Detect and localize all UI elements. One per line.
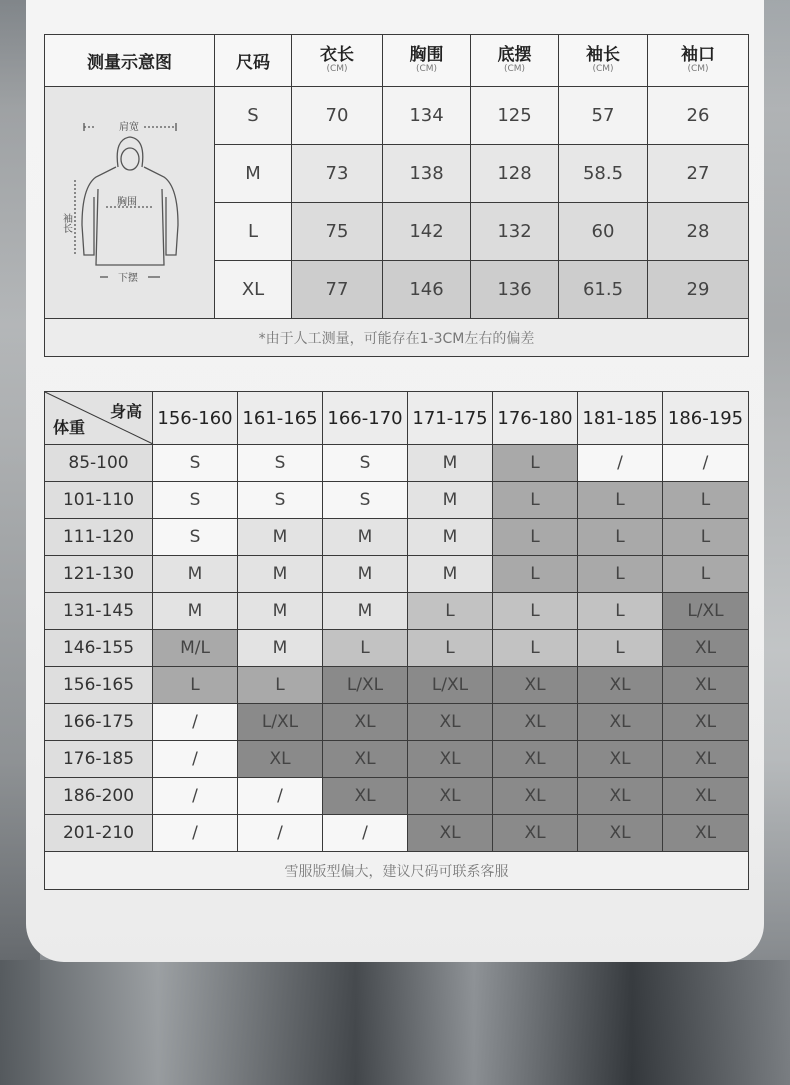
size-cell: S (238, 482, 323, 519)
weight-cell: 186-200 (45, 778, 153, 815)
value-cell: 125 (471, 87, 559, 145)
height-header-cell: 186-195 (663, 392, 749, 445)
size-cell: XL (663, 667, 749, 704)
size-cell: L (578, 556, 663, 593)
size-cell: XL (215, 261, 292, 319)
size-cell: XL (578, 778, 663, 815)
size-cell: XL (578, 667, 663, 704)
value-cell: 75 (292, 203, 383, 261)
size-cell: M (153, 593, 238, 630)
size-cell: L/XL (408, 667, 493, 704)
size-cell: M (323, 556, 408, 593)
height-header-row (45, 392, 749, 445)
height-header-cell: 156-160 (153, 392, 238, 445)
size-cell: XL (578, 741, 663, 778)
hem-label: 下摆 (117, 273, 138, 284)
size-cell: XL (408, 704, 493, 741)
size-cell: M (215, 145, 292, 203)
value-cell: 70 (292, 87, 383, 145)
table-row (45, 778, 749, 815)
weight-cell: 146-155 (45, 630, 153, 667)
weight-cell: 166-175 (45, 704, 153, 741)
size-cell: L (578, 482, 663, 519)
weight-cell: 101-110 (45, 482, 153, 519)
weight-cell: 131-145 (45, 593, 153, 630)
size-cell: M (323, 593, 408, 630)
size-cell: L/XL (238, 704, 323, 741)
size-cell: / (153, 815, 238, 852)
size-cell: / (663, 445, 749, 482)
value-cell: 142 (383, 203, 471, 261)
weight-corner-label: 体重 (53, 418, 86, 437)
size-cell: XL (663, 778, 749, 815)
size-cell: S (153, 482, 238, 519)
size-cell: XL (663, 741, 749, 778)
size-cell: / (238, 778, 323, 815)
size-cell: / (238, 815, 323, 852)
height-corner-label: 身高 (109, 402, 142, 421)
height-header-cell: 171-175 (408, 392, 493, 445)
value-cell: 57 (559, 87, 648, 145)
diagram-header: 测量示意图 (45, 35, 215, 87)
value-cell: 132 (471, 203, 559, 261)
size-cell: S (153, 445, 238, 482)
value-cell: 136 (471, 261, 559, 319)
weight-cell: 156-165 (45, 667, 153, 704)
size-cell: XL (323, 778, 408, 815)
background-bottom-photo (0, 960, 790, 1085)
size-cell: M (408, 482, 493, 519)
chest-label: 胸围 (116, 197, 137, 208)
size-cell: L (663, 556, 749, 593)
size-cell: L (238, 667, 323, 704)
table-row (45, 482, 749, 519)
size-cell: XL (323, 704, 408, 741)
recommend-note-row (45, 852, 749, 890)
size-cell: L (578, 519, 663, 556)
value-cell: 134 (383, 87, 471, 145)
value-cell: 73 (292, 145, 383, 203)
size-cell: L (493, 593, 578, 630)
table-row (45, 815, 749, 852)
size-cell: L (323, 630, 408, 667)
value-cell: 77 (292, 261, 383, 319)
size-cell: XL (408, 741, 493, 778)
size-cell: L (663, 519, 749, 556)
measurement-note-row (45, 319, 749, 357)
size-cell: S (238, 445, 323, 482)
table-row (45, 741, 749, 778)
column-header-sleeve: 袖长 (CM) (559, 35, 648, 87)
table-row (45, 556, 749, 593)
size-cell: M (238, 556, 323, 593)
size-cell: S (153, 519, 238, 556)
size-cell: XL (408, 778, 493, 815)
size-cell: M (323, 519, 408, 556)
sleeve-label: 袖长 (60, 213, 71, 233)
size-cell: XL (238, 741, 323, 778)
size-cell: M (408, 445, 493, 482)
size-cell: L/XL (663, 593, 749, 630)
size-header: 尺码 (215, 35, 292, 87)
size-cell: XL (493, 778, 578, 815)
size-cell: M (238, 630, 323, 667)
table-row (45, 630, 749, 667)
size-cell: L (493, 445, 578, 482)
size-cell: XL (663, 815, 749, 852)
height-header-cell: 166-170 (323, 392, 408, 445)
size-cell: XL (408, 815, 493, 852)
value-cell: 128 (471, 145, 559, 203)
size-cell: XL (578, 704, 663, 741)
column-header-hem: 底摆 (CM) (471, 35, 559, 87)
table-row (45, 445, 749, 482)
size-cell: L (578, 630, 663, 667)
table-row (45, 704, 749, 741)
corner-header (45, 392, 153, 445)
measurement-header-row (45, 35, 749, 87)
size-cell: XL (578, 815, 663, 852)
size-cell: L/XL (323, 667, 408, 704)
table-row (45, 519, 749, 556)
weight-cell: 111-120 (45, 519, 153, 556)
size-recommendation-table (44, 391, 749, 890)
weight-cell: 85-100 (45, 445, 153, 482)
table-row (45, 87, 749, 145)
value-cell: 29 (648, 261, 749, 319)
size-cell: XL (663, 630, 749, 667)
size-cell: XL (663, 704, 749, 741)
size-cell: / (153, 704, 238, 741)
value-cell: 26 (648, 87, 749, 145)
table-row (45, 667, 749, 704)
column-header-cuff: 袖口 (CM) (648, 35, 749, 87)
size-cell: L (493, 556, 578, 593)
size-cell: L (493, 519, 578, 556)
size-cell: M (153, 556, 238, 593)
size-cell: S (323, 482, 408, 519)
value-cell: 60 (559, 203, 648, 261)
size-cell: L (493, 482, 578, 519)
table-row (45, 593, 749, 630)
jacket-diagram (45, 87, 215, 319)
value-cell: 28 (648, 203, 749, 261)
size-cell: XL (493, 741, 578, 778)
size-cell: L (408, 630, 493, 667)
size-cell: M (238, 593, 323, 630)
size-cell: L (215, 203, 292, 261)
size-cell: / (323, 815, 408, 852)
size-cell: M (238, 519, 323, 556)
value-cell: 61.5 (559, 261, 648, 319)
height-header-cell: 176-180 (493, 392, 578, 445)
size-cell: S (215, 87, 292, 145)
recommend-note: 雪服版型偏大，建议尺码可联系客服 (45, 852, 749, 890)
value-cell: 27 (648, 145, 749, 203)
column-header-chest: 胸围 (CM) (383, 35, 471, 87)
size-cell: / (153, 741, 238, 778)
size-cell: M (408, 519, 493, 556)
jacket-outline-icon (60, 115, 190, 285)
size-cell: L (408, 593, 493, 630)
size-cell: L (153, 667, 238, 704)
value-cell: 58.5 (559, 145, 648, 203)
weight-cell: 176-185 (45, 741, 153, 778)
value-cell: 138 (383, 145, 471, 203)
size-cell: XL (323, 741, 408, 778)
size-cell: M (408, 556, 493, 593)
size-cell: L (493, 630, 578, 667)
value-cell: 146 (383, 261, 471, 319)
column-header-length: 衣长 (CM) (292, 35, 383, 87)
size-cell: S (323, 445, 408, 482)
size-cell: / (153, 778, 238, 815)
size-cell: XL (493, 704, 578, 741)
size-cell: XL (493, 667, 578, 704)
size-cell: L (663, 482, 749, 519)
size-cell: XL (493, 815, 578, 852)
size-cell: / (578, 445, 663, 482)
weight-cell: 201-210 (45, 815, 153, 852)
size-cell: L (578, 593, 663, 630)
height-header-cell: 181-185 (578, 392, 663, 445)
size-cell: M/L (153, 630, 238, 667)
weight-cell: 121-130 (45, 556, 153, 593)
measurement-table (44, 34, 749, 357)
measurement-note: *由于人工测量，可能存在1-3CM左右的偏差 (45, 319, 749, 357)
shoulder-label: 肩宽 (118, 122, 139, 133)
height-header-cell: 161-165 (238, 392, 323, 445)
